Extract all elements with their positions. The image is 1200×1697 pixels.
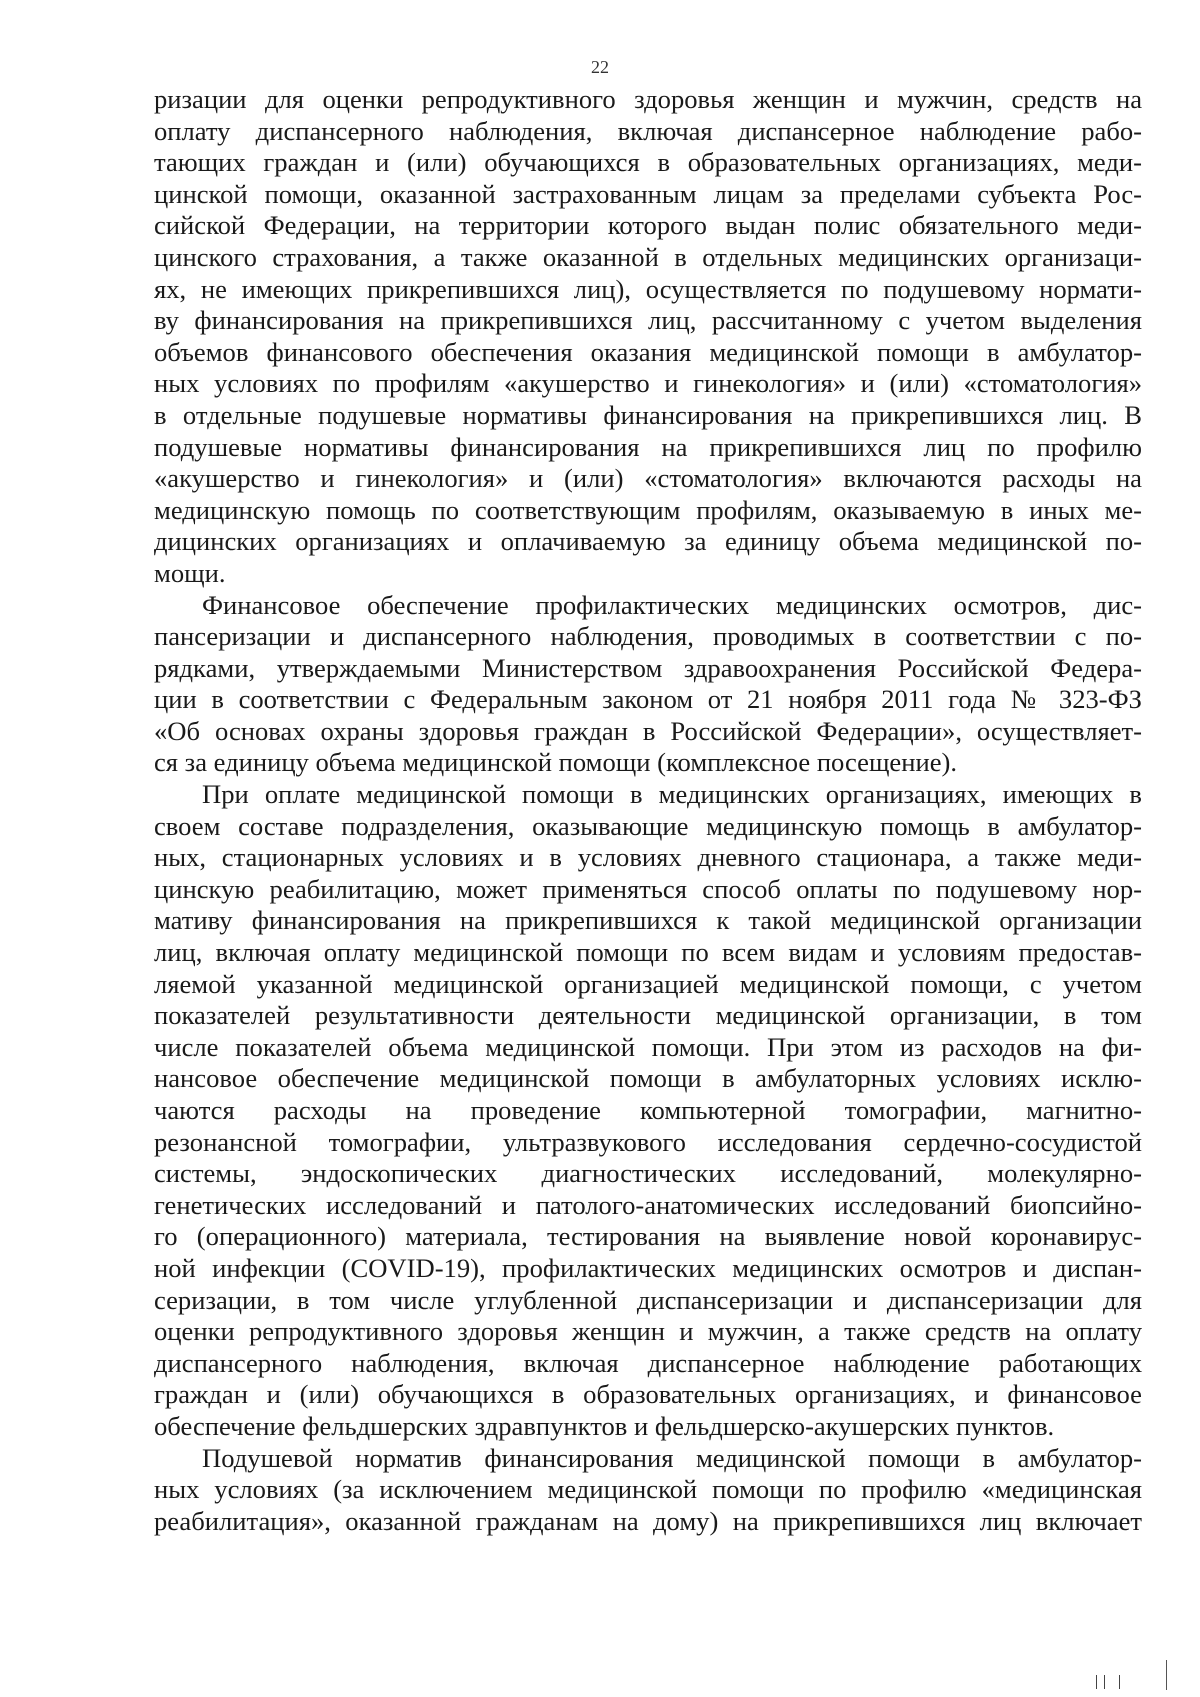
text-line: чаются расходы на проведение компьютерной томографии, магнитно- (154, 1095, 1142, 1125)
paragraph (154, 779, 1142, 1442)
text-line: реабилитация», оказанной гражданам на дому) на прикрепившихся лиц включает (154, 1505, 1142, 1536)
text-line: Подушевой норматив финансирования медицинской помощи в амбулатор- (202, 1442, 1142, 1473)
text-line: резонансной томографии, ультразвукового исследования сердечно-сосудистой (154, 1126, 1142, 1157)
document-body (154, 84, 1142, 1537)
text-line: пансеризации и диспансерного наблюдения, проводимых в соответствии с по- (154, 621, 1142, 652)
text-line: медицинскую помощь по соответствующим профилям, оказываемую в иных ме- (154, 494, 1142, 525)
paragraph (154, 590, 1142, 780)
page-number: 22 (591, 57, 609, 77)
text-line: подушевые нормативы финансирования на прикрепившихся лиц по профилю (154, 431, 1142, 462)
text-line: го (операционного) материала, тестирования на выявление новой коронавирус- (154, 1221, 1142, 1252)
text-line: своем составе подразделения, оказывающие медицинскую помощь в амбулатор- (154, 810, 1142, 841)
text-line: цинскую реабилитацию, может применяться способ оплаты по подушевому нор- (154, 873, 1142, 904)
text-line: дицинских организациях и оплачиваемую за единицу объема медицинской по- (154, 526, 1142, 557)
scan-edge-mark (1166, 1660, 1167, 1690)
paragraph (154, 1443, 1142, 1538)
text-line: ных условиях по профилям «акушерство и гинекология» и (или) «стоматология» (154, 368, 1142, 399)
text-line: тающих граждан и (или) обучающихся в образовательных организациях, меди- (154, 147, 1142, 178)
text-line: в отдельные подушевые нормативы финансирования на прикрепившихся лиц. В (154, 399, 1142, 430)
text-line: ции в соответствии с Федеральным законом от 21 ноября 2011 года № 323-ФЗ (154, 684, 1142, 715)
text-line: числе показателей объема медицинской помощи. При этом из расходов на фи- (154, 1031, 1142, 1062)
text-line: рядками, утверждаемыми Министерством здравоохранения Российской Федера- (154, 652, 1142, 683)
text-line: генетических исследований и патолого-анатомических исследований биопсийно- (154, 1189, 1142, 1220)
text-line: сийской Федерации, на территории которого выдан полис обязательного меди- (154, 210, 1142, 241)
text-line: ных условиях (за исключением медицинской помощи по профилю «медицинская (154, 1474, 1142, 1505)
scan-artifact (1096, 1675, 1120, 1689)
text-line: ях, не имеющих прикрепившихся лиц), осуществляется по подушевому нормати- (154, 273, 1142, 304)
text-line: мощи. (154, 557, 226, 588)
text-line: ных, стационарных условиях и в условиях дневного стационара, а также меди- (154, 842, 1142, 873)
text-line: ся за единицу объема медицинской помощи (комплексное посещение). (154, 747, 958, 778)
text-line: показателей результативности деятельности медицинской организации, в том (154, 1000, 1142, 1031)
text-line: системы, эндоскопических диагностических исследований, молекулярно- (154, 1158, 1142, 1189)
text-line: диспансерного наблюдения, включая диспансерное наблюдение работающих (154, 1347, 1142, 1378)
text-line: ляемой указанной медицинской организацией медицинской помощи, с учетом (154, 968, 1142, 999)
text-line: ву финансирования на прикрепившихся лиц, рассчитанному с учетом выделения (154, 305, 1142, 336)
text-line: «акушерство и гинекология» и (или) «стоматология» включаются расходы на (154, 463, 1142, 494)
text-line: ной инфекции (COVID-19), профилактических медицинских осмотров и диспан- (154, 1252, 1142, 1283)
text-line: оценки репродуктивного здоровья женщин и мужчин, а также средств на оплату (154, 1316, 1142, 1347)
text-line: объемов финансового обеспечения оказания медицинской помощи в амбулатор- (154, 336, 1142, 367)
text-line: нансовое обеспечение медицинской помощи в амбулаторных условиях исклю- (154, 1063, 1142, 1094)
text-line: ризации для оценки репродуктивного здоровья женщин и мужчин, средств на (154, 84, 1142, 114)
text-line: граждан и (или) обучающихся в образовательных организациях, и финансовое (154, 1379, 1142, 1410)
text-line: цинского страхования, а также оказанной в отдельных медицинских организаци- (154, 241, 1142, 272)
text-line: обеспечение фельдшерских здравпунктов и фельдшерско-акушерских пунктов. (154, 1410, 1055, 1441)
text-line: оплату диспансерного наблюдения, включая диспансерное наблюдение рабо- (154, 115, 1142, 146)
text-line: Финансовое обеспечение профилактических медицинских осмотров, дис- (202, 589, 1142, 620)
text-line: цинской помощи, оказанной застрахованным лицам за пределами субъекта Рос- (154, 178, 1142, 209)
text-line: лиц, включая оплату медицинской помощи по всем видам и условиям предостав- (154, 937, 1142, 968)
text-line: мативу финансирования на прикрепившихся к такой медицинской организации (154, 905, 1142, 936)
text-line: При оплате медицинской помощи в медицинских организациях, имеющих в (202, 779, 1142, 810)
text-line: серизации, в том числе углубленной диспансеризации и диспансеризации для (154, 1284, 1142, 1315)
text-line: «Об основах охраны здоровья граждан в Российской Федерации», осуществляет- (154, 715, 1142, 746)
paragraph (154, 84, 1142, 590)
